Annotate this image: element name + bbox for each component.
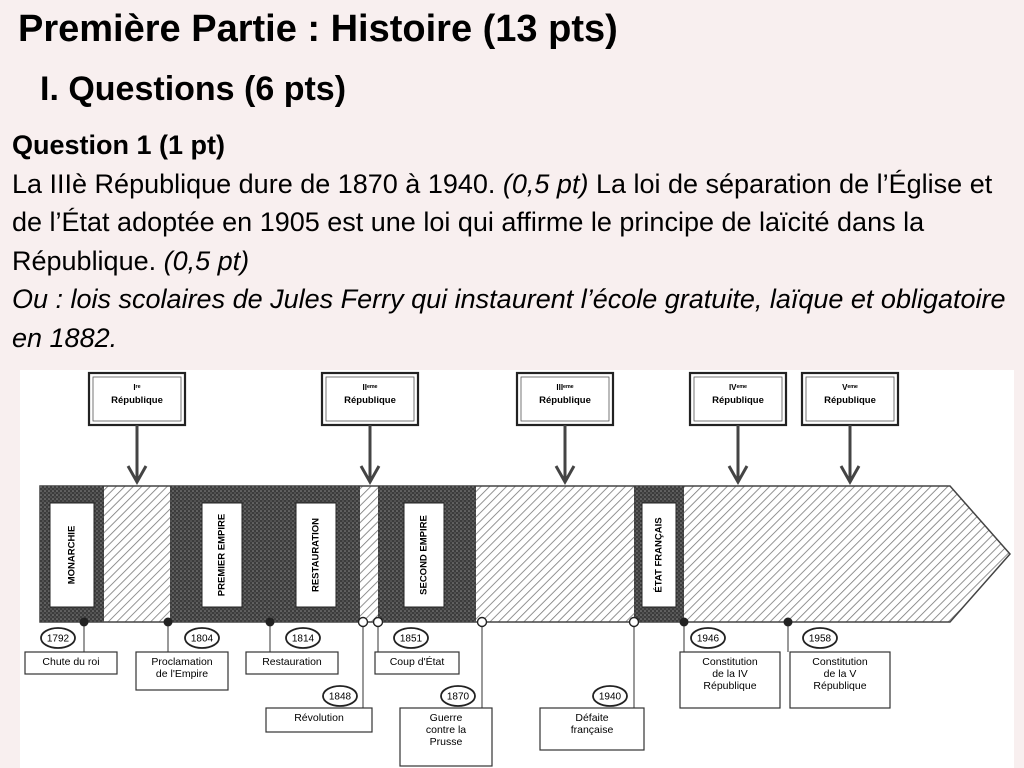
event-description: française — [570, 724, 614, 736]
timeline-event — [540, 618, 644, 751]
event-year: 1804 — [190, 633, 214, 645]
republic-number: Vᵉᵐᵉ — [842, 383, 858, 392]
event-description: Guerre — [429, 712, 463, 724]
event-description: de la IV — [712, 668, 748, 680]
event-description: Coup d'État — [389, 656, 445, 668]
timeline-svg — [20, 370, 1014, 768]
event-dot-open — [374, 618, 383, 627]
event-dot-open — [478, 618, 487, 627]
republic-box — [802, 373, 898, 482]
event-year: 1851 — [399, 633, 423, 645]
republic-box — [690, 373, 786, 482]
republic-number: Iʳᵉ — [133, 383, 141, 392]
event-description: Proclamation — [151, 656, 213, 668]
timeline-figure — [20, 370, 1014, 768]
event-description: Constitution — [812, 656, 868, 668]
page-title: Première Partie : Histoire (13 pts) — [18, 8, 618, 50]
question-block — [12, 126, 1012, 357]
republic-label: République — [712, 395, 764, 406]
timeline-event — [784, 618, 891, 709]
republic-label: République — [824, 395, 876, 406]
event-dot — [680, 618, 689, 627]
republic-label: République — [111, 395, 163, 406]
timeline-event — [246, 618, 338, 675]
republic-number: IVᵉᵐᵉ — [728, 383, 748, 392]
event-description: Constitution — [702, 656, 758, 668]
event-dot — [784, 618, 793, 627]
event-dot — [266, 618, 275, 627]
timeline-event — [25, 618, 117, 675]
event-description: contre la — [425, 724, 467, 736]
event-year: 1792 — [46, 633, 70, 645]
answer-text-1: La IIIè République dure de 1870 à 1940. — [12, 168, 503, 199]
republic-box — [517, 373, 613, 482]
republic-box — [322, 373, 418, 482]
event-description: République — [813, 680, 867, 692]
event-description: Révolution — [294, 712, 344, 724]
section-title: I. Questions (6 pts) — [40, 70, 347, 108]
timeline-event — [680, 618, 781, 709]
timeline-event — [374, 618, 460, 675]
regime-label: RESTAURATION — [310, 517, 322, 593]
event-year: 1958 — [808, 633, 832, 645]
regime-label: SECOND EMPIRE — [418, 515, 430, 595]
event-dot-open — [359, 618, 368, 627]
republic-number: IIᵉᵐᵉ — [362, 383, 378, 392]
question-title: Question 1 (1 pt) — [12, 130, 226, 160]
event-dot — [164, 618, 173, 627]
event-description: Restauration — [262, 656, 322, 668]
republic-box — [89, 373, 185, 482]
regime-label: PREMIER EMPIRE — [216, 513, 228, 597]
republic-number: IIIᵉᵐᵉ — [556, 383, 574, 392]
answer-alternative: Ou : lois scolaires de Jules Ferry qui instaurent l’école gratuite, laïque et obligatoire en 1882. — [12, 284, 1006, 353]
event-description: Défaite — [575, 712, 609, 724]
regime-label: MONARCHIE — [66, 525, 78, 585]
event-year: 1848 — [328, 691, 352, 703]
event-year: 1940 — [598, 691, 622, 703]
event-year: 1946 — [696, 633, 720, 645]
republic-label: République — [539, 395, 591, 406]
event-year: 1870 — [446, 691, 470, 703]
event-description: République — [703, 680, 757, 692]
regime-label: ÉTAT FRANÇAIS — [653, 517, 665, 593]
answer-text-2: La loi de séparation de l’Église et de l’État adoptée en 1905 est une loi qui affirme le principe de laïcité dans la République. — [12, 168, 993, 276]
points-2: (0,5 pt) — [163, 245, 250, 276]
event-description: de l'Empire — [155, 668, 209, 680]
event-description: Prusse — [429, 736, 463, 748]
event-dot — [80, 618, 89, 627]
points-1: (0,5 pt) — [502, 168, 589, 199]
event-description: Chute du roi — [42, 656, 100, 668]
republic-label: République — [344, 395, 396, 406]
event-dot-open — [630, 618, 639, 627]
timeline-event — [136, 618, 228, 691]
event-year: 1814 — [291, 633, 315, 645]
event-description: de la V — [823, 668, 857, 680]
